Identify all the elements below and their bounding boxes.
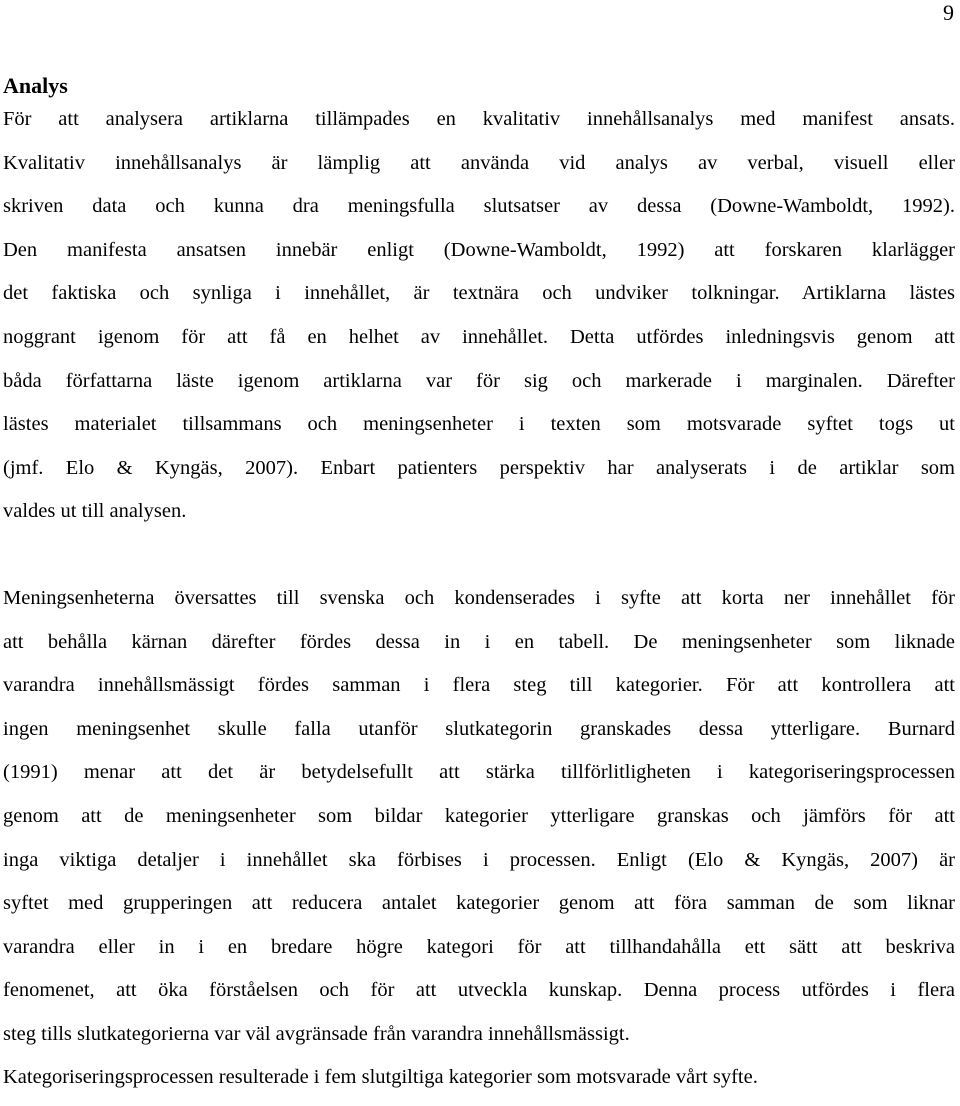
paragraph-line: För att analysera artiklarna tillämpades en kvalitativ innehållsanalys med manifest ansats. (3, 108, 955, 130)
paragraph-line: inga viktiga detaljer i innehållet ska förbises i processen. Enligt (Elo & Kyngäs, 2007) är (3, 848, 955, 871)
paragraph-categorization (3, 577, 955, 1100)
analysis-section (3, 70, 955, 1100)
paragraph-line: båda författarna läste igenom artiklarna var för sig och markerade i marginalen. Därefter (3, 369, 955, 392)
paragraph-line: noggrant igenom för att få en helhet av innehållet. Detta utfördes inledningsvis genom att (3, 325, 955, 348)
paragraph-line: det faktiska och synliga i innehållet, är textnära och undviker tolkningar. Artiklarna lästes (3, 282, 955, 305)
paragraph-line: fenomenet, att öka förståelsen och för att utveckla kunskap. Denna process utfördes i flera (3, 979, 955, 1002)
paragraph-line: att behålla kärnan därefter fördes dessa in i en tabell. De meningsenheter som liknade (3, 630, 955, 653)
paragraph-line: syftet med grupperingen att reducera antalet kategorier genom att föra samman de som liknar (3, 892, 955, 915)
paragraph-line: lästes materialet tillsammans och meningsenheter i texten som motsvarade syftet togs ut (3, 413, 955, 436)
paragraph-line: Kategoriseringsprocessen resulterade i fem slutgiltiga kategorier som motsvarade vårt syfte. (3, 1066, 758, 1089)
paragraph-line: genom att de meningsenheter som bildar kategorier ytterligare granskas och jämförs för att (3, 804, 955, 827)
paragraph-line: varandra innehållsmässigt fördes samman i flera steg till kategorier. För att kontrollera att (3, 674, 955, 697)
paragraph-line: Meningsenheterna översattes till svenska och kondenserades i syfte att korta ner innehållet för (3, 586, 955, 609)
paragraph-line: steg tills slutkategorierna var väl avgränsade från varandra innehållsmässigt. (3, 1022, 630, 1045)
paragraph-line: (1991) menar att det är betydelsefullt att stärka tillförlitligheten i kategoriseringsprocessen (3, 761, 955, 784)
paragraph-line: Kvalitativ innehållsanalys är lämplig att använda vid analys av verbal, visuell eller (3, 151, 955, 174)
page-number: 9 (943, 0, 954, 25)
paragraph-line: ingen meningsenhet skulle falla utanför slutkategorin granskades dessa ytterligare. Burnard (3, 717, 955, 740)
paragraph-line: skriven data och kunna dra meningsfulla slutsatser av dessa (Downe-Wamboldt, 1992). (3, 195, 955, 218)
paragraph-method (3, 98, 955, 534)
section-heading: Analys (3, 73, 68, 98)
paragraph-line: varandra eller in i en bredare högre kategori för att tillhandahålla ett sätt att beskriva (3, 935, 955, 958)
paragraph-line: (jmf. Elo & Kyngäs, 2007). Enbart patienters perspektiv har analyserats i de artiklar som (3, 456, 955, 479)
paragraph-line: valdes ut till analysen. (3, 500, 187, 523)
paragraph-line: Den manifesta ansatsen innebär enligt (Downe-Wamboldt, 1992) att forskaren klarlägger (3, 238, 955, 261)
